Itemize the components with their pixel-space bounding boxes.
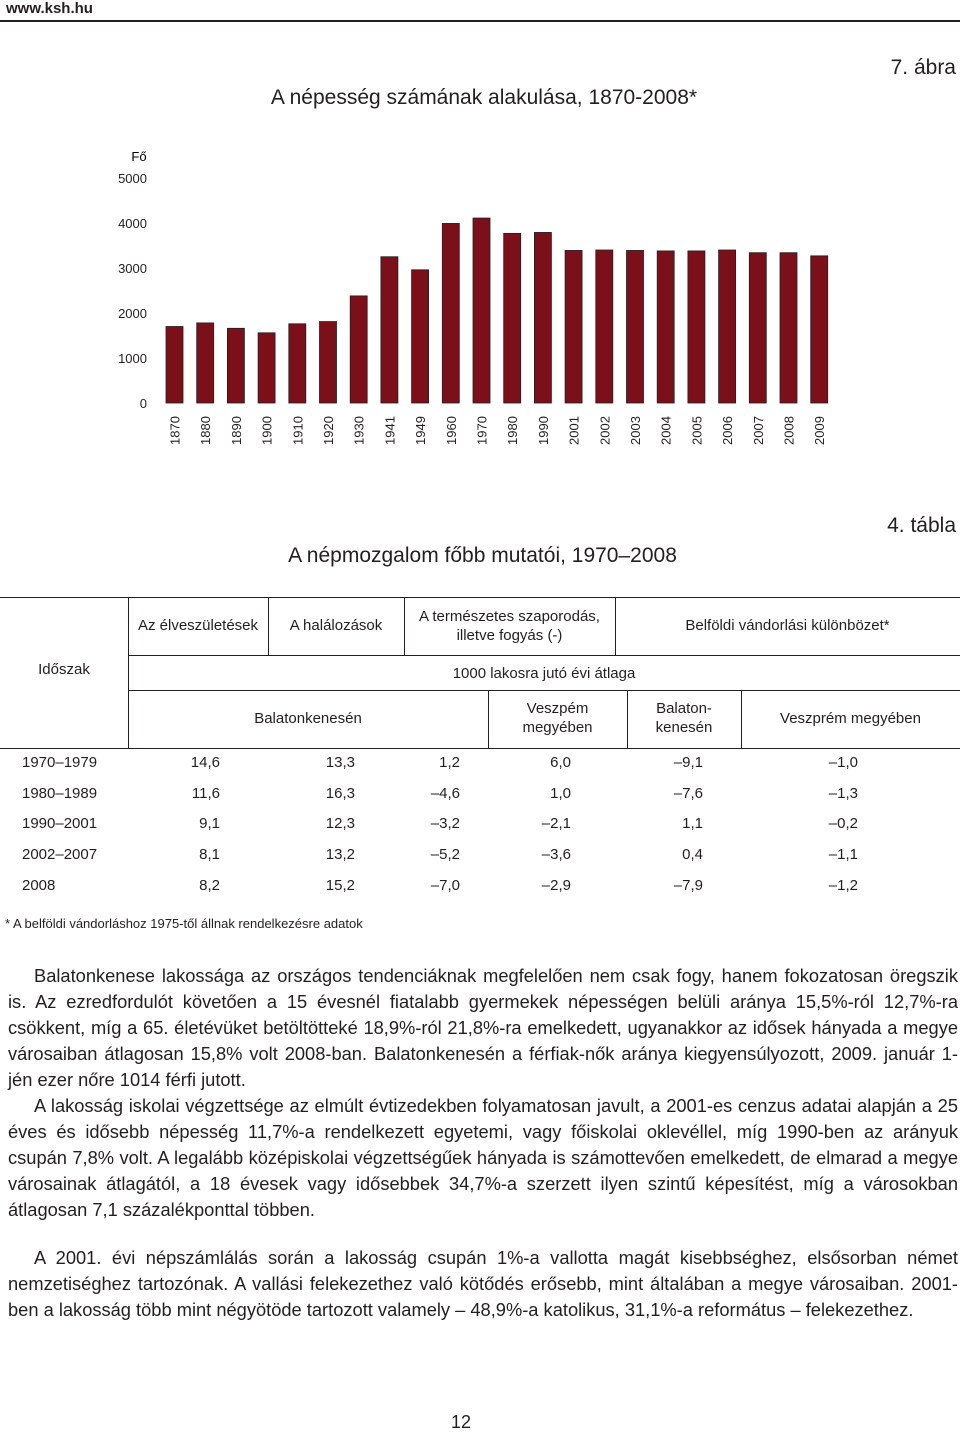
cell-mig_v: –1,1 [828,846,858,864]
y-tick-label: 3000 [118,261,147,276]
cell-mig_v: –1,0 [828,754,858,771]
header-veszprem-line2: megyében [522,719,593,736]
cell-mig_b: 0,4 [682,846,703,864]
y-tick-label: 1000 [118,351,147,366]
bar-1980 [504,233,521,403]
bar-1949 [412,270,429,403]
bar-1870 [166,327,183,404]
x-tick-label: 2004 [658,416,674,445]
row-period: 1970–1979 [22,754,98,771]
cell-deaths: 16,3 [325,784,355,802]
header-rule-1 [128,655,960,656]
bar-2005 [688,251,705,403]
header-bottom-rule [0,748,960,749]
cell-mig_b: –7,6 [673,784,703,802]
cell-births: 9,1 [199,815,220,833]
row-period: 2008 [22,876,56,894]
bar-1941 [381,257,398,403]
cell-deaths: 13,3 [325,754,355,771]
bar-1930 [350,296,367,403]
bar-1970 [473,218,490,403]
header-balaton [627,699,741,737]
cell-mig_v: –1,3 [828,784,858,802]
x-tick-label: 2003 [628,416,643,445]
y-tick-label: 0 [139,396,147,411]
header-veszprem-line1: Veszpém [526,700,589,717]
y-axis-ticks [118,171,147,411]
table-footnote: * A belföldi vándorláshoz 1975-től állnak rendelkezésre adatok [5,916,363,931]
x-tick-label: 1980 [505,416,521,445]
figure-label: 7. ábra [890,56,956,79]
bar-1890 [227,328,244,403]
header-natural [404,607,615,645]
x-tick-label: 2001 [566,416,582,445]
bar-2006 [719,250,736,403]
cell-mig_b: –7,9 [673,876,703,894]
cell-deaths: 13,2 [325,846,355,864]
population-bar-chart [0,140,960,450]
y-axis-label: Fő [131,149,147,164]
x-tick-label: 1941 [382,416,398,445]
header-rule [0,20,960,22]
bar-2001 [565,250,582,403]
y-tick-label: 2000 [118,306,147,321]
x-axis-ticks [168,416,828,445]
cell-births: 8,1 [199,846,220,864]
paragraph-1: Balatonkenese lakossága az országos tendenciáknak megfelelően nem csak fogy, hanem fokozatosan öregszik is. Az ezredfordulót követően a 15 évesnél fiatalabb gyermekek népességen belüli aránya 15,5%-ról 12,7%-ra csökkent, míg a 65. életévüket betöltötteké 18,9%-ról 21,8%-ra emelkedett, ugyanakkor az idősek hányada a megye városaiban átlagosan 15,8% volt 2008-ban. Balatonkenesén a férfiak-nők aránya kiegyensúlyozott, 2009. január 1-jén ezer nőre 1014 férfi jutott. [8,965,958,1090]
cell-births: 8,2 [199,876,220,894]
table-title [0,544,960,568]
bar-1960 [442,223,459,403]
bar-2004 [657,251,674,403]
cell-births: 11,6 [191,784,220,802]
page-number: 12 [450,1412,472,1432]
cell-nat_v: 6,0 [550,754,571,771]
cell-nat_v: –3,6 [541,846,571,864]
cell-nat_b: –7,0 [430,876,460,894]
x-tick-label: 1920 [321,416,336,445]
header-rule-2 [128,690,960,691]
x-tick-label: 1960 [443,416,459,445]
paragraph-2: A lakosság iskolai végzettsége az elmúlt évtizedekben folyamatosan javult, a 2001-es cenzus adatai alapján a 25 éves és idősebb népesség 11,7%-a rendelkezett egyetemi, vagy főiskolai oklevéllel, míg 1990-ben az arányuk csupán 7,8% volt. A legalább középiskolai végzettségűek hányada is számottevően emelkedett, de elmarad a megye városainak átlagától, a 18 évesek vagy idősebbek 34,7%-a szerzett ilyen szintű képesítést, míg a városokban átlagosan 7,1 százalékponttal többen. [8,1095,958,1220]
population-movement-table [0,597,960,917]
y-tick-label: 5000 [118,171,147,186]
cell-nat_v: 1,0 [550,784,571,802]
y-tick-label: 4000 [118,216,147,231]
header-veszprem-megyeben: Veszprém megyében [780,710,921,727]
table-title-text: A népmozgalom főbb mutatói, 1970–2008 [288,544,677,567]
header-unit: 1000 lakosra jutó évi átlaga [452,665,636,682]
cell-mig_v: –1,2 [828,876,858,894]
header-migration: Belföldi vándorlási különbözet* [685,617,890,634]
header-deaths: A halálozások [289,617,383,634]
bar-2003 [627,250,644,403]
cell-nat_b: –4,6 [430,784,460,802]
cell-mig_b: –9,1 [673,754,703,771]
row-period: 2002–2007 [22,846,98,864]
header-veszprem [488,699,627,737]
header-period: Időszak [38,661,90,678]
header-balatonkenesen: Balatonkenesén [254,710,362,727]
x-tick-label: 2006 [720,416,736,445]
header-natural-line1: A természetes szaporodás, [419,608,600,625]
bar-1900 [258,333,275,403]
x-tick-label: 1990 [535,416,551,445]
row-period: 1990–2001 [22,815,98,833]
bar-2008 [780,253,797,403]
header-natural-line2: illetve fogyás (-) [456,627,563,644]
x-tick-label: 2002 [597,416,613,445]
cell-deaths: 12,3 [325,815,355,833]
cell-mig_b: 1,1 [682,815,703,833]
x-tick-label: 2009 [812,416,828,445]
header-balaton-line1: Balaton- [656,700,712,717]
bar-2002 [596,250,613,403]
cell-nat_b: –3,2 [430,815,460,833]
table-top-rule [0,597,960,598]
bar-1910 [289,324,306,403]
x-tick-label: 2008 [781,416,797,445]
x-tick-label: 1870 [167,416,183,445]
table-label: 4. tábla [887,514,956,537]
bar-1990 [534,232,551,403]
header-balaton-line2: kenesén [655,719,713,736]
x-tick-label: 1880 [198,416,214,445]
cell-nat_v: –2,1 [541,815,571,833]
cell-nat_b: –5,2 [430,846,460,864]
bars [166,218,828,403]
cell-deaths: 15,2 [325,876,355,894]
header-births: Az élveszületések [137,617,259,634]
cell-nat_v: –2,9 [541,876,571,894]
paragraph-3: A 2001. évi népszámlálás során a lakosság csupán 1%-a vallotta magát kisebbséghez, elsősorban német nemzetiséghez tartozónak. A vallási felekezethez való kötődés erősebb, mint általában a megye városaiban. 2001-ben a lakosság több mint négyötöde tartozott valamely – 48,9%-a katolikus, 31,1%-a református – felekezethez. [8,1247,958,1320]
x-tick-label: 2005 [689,416,705,445]
figure-title: A népesség számának alakulása, 1870-2008* [270,86,698,109]
x-tick-label: 2007 [750,416,766,445]
cell-mig_v: –0,2 [828,815,858,833]
cell-nat_b: 1,2 [439,754,460,771]
bar-1880 [197,323,214,403]
row-period: 1980–1989 [22,784,98,802]
x-tick-label: 1949 [413,416,429,445]
cell-births: 14,6 [190,754,220,771]
bar-1920 [320,322,337,403]
x-tick-label: 1890 [228,416,244,445]
site-url[interactable]: www.ksh.hu [6,0,93,17]
bar-2007 [749,253,766,403]
x-tick-label: 1900 [259,416,275,445]
x-tick-label: 1930 [351,416,367,445]
bar-2009 [811,256,828,403]
x-tick-label: 1910 [290,416,306,445]
x-tick-label: 1970 [474,416,490,445]
